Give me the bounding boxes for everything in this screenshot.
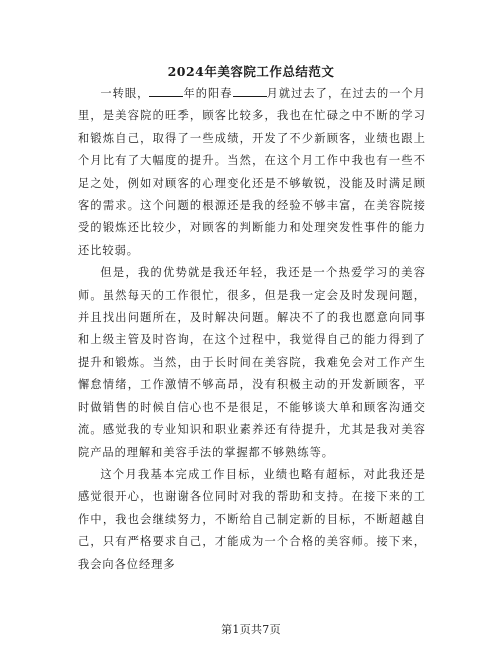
paragraph-1 — [78, 83, 426, 262]
blank-underline-year — [149, 86, 183, 97]
page-number-footer: 第1页共7页 — [221, 623, 281, 636]
paragraph-1-part-3: 月就过去了，在过去的一个月里，是美容院的旺季，顾客比较多，我也在忙碌之中不断的学习和锻炼自己，取得了一些成绩，开发了不少新顾客，业绩也跟上个月比有了大幅度的提升。当然，在这个月工作中我也有一些不足之处，例如对顾客的心理变化还是不够敏锐，没能及时满足顾客的需求。这个问题的根源还是我的经验不够丰富，在美容院接受的锻炼还比较少，对顾客的判断能力和处理突发性事件的能力还比较弱。 — [78, 87, 426, 257]
paragraph-1-part-1: 一转眼， — [100, 87, 150, 100]
document-body — [78, 83, 426, 576]
document-title: 2024年美容院工作总结范文 — [167, 64, 335, 79]
paragraph-2: 但是，我的优势就是我还年轻，我还是一个热爱学习的美容师。虽然每天的工作很忙，很多，但是我一定会及时发现问题，并且找出问题所在，及时解决问题。解决不了的我也愿意向同事和上级主管及时咨询，在这个过程中，我觉得自己的能力得到了提升和锻炼。当然，由于长时间在美容院，我难免会对工作产生懈怠情绪，工作激情不够高昂，没有积极主动的开发新顾客，平时做销售的时候自信心也不是很足，不能够谈大单和顾客沟通交流。感觉我的专业知识和职业素养还有待提升，尤其是我对美容院产品的理解和美容手法的掌握都不够熟练等。 — [78, 266, 426, 459]
paragraph-3: 这个月我基本完成工作目标，业绩也略有超标，对此我还是感觉很开心，也谢谢各位同时对我的帮助和支持。在接下来的工作中，我也会继续努力，不断给自己制定新的目标，不断超越自己，只有严格要求自己，才能成为一个合格的美容师。接下来，我会向各位经理多 — [78, 467, 426, 571]
blank-underline-month — [233, 86, 267, 97]
paragraph-1-part-2: 年的阳春 — [183, 87, 233, 100]
